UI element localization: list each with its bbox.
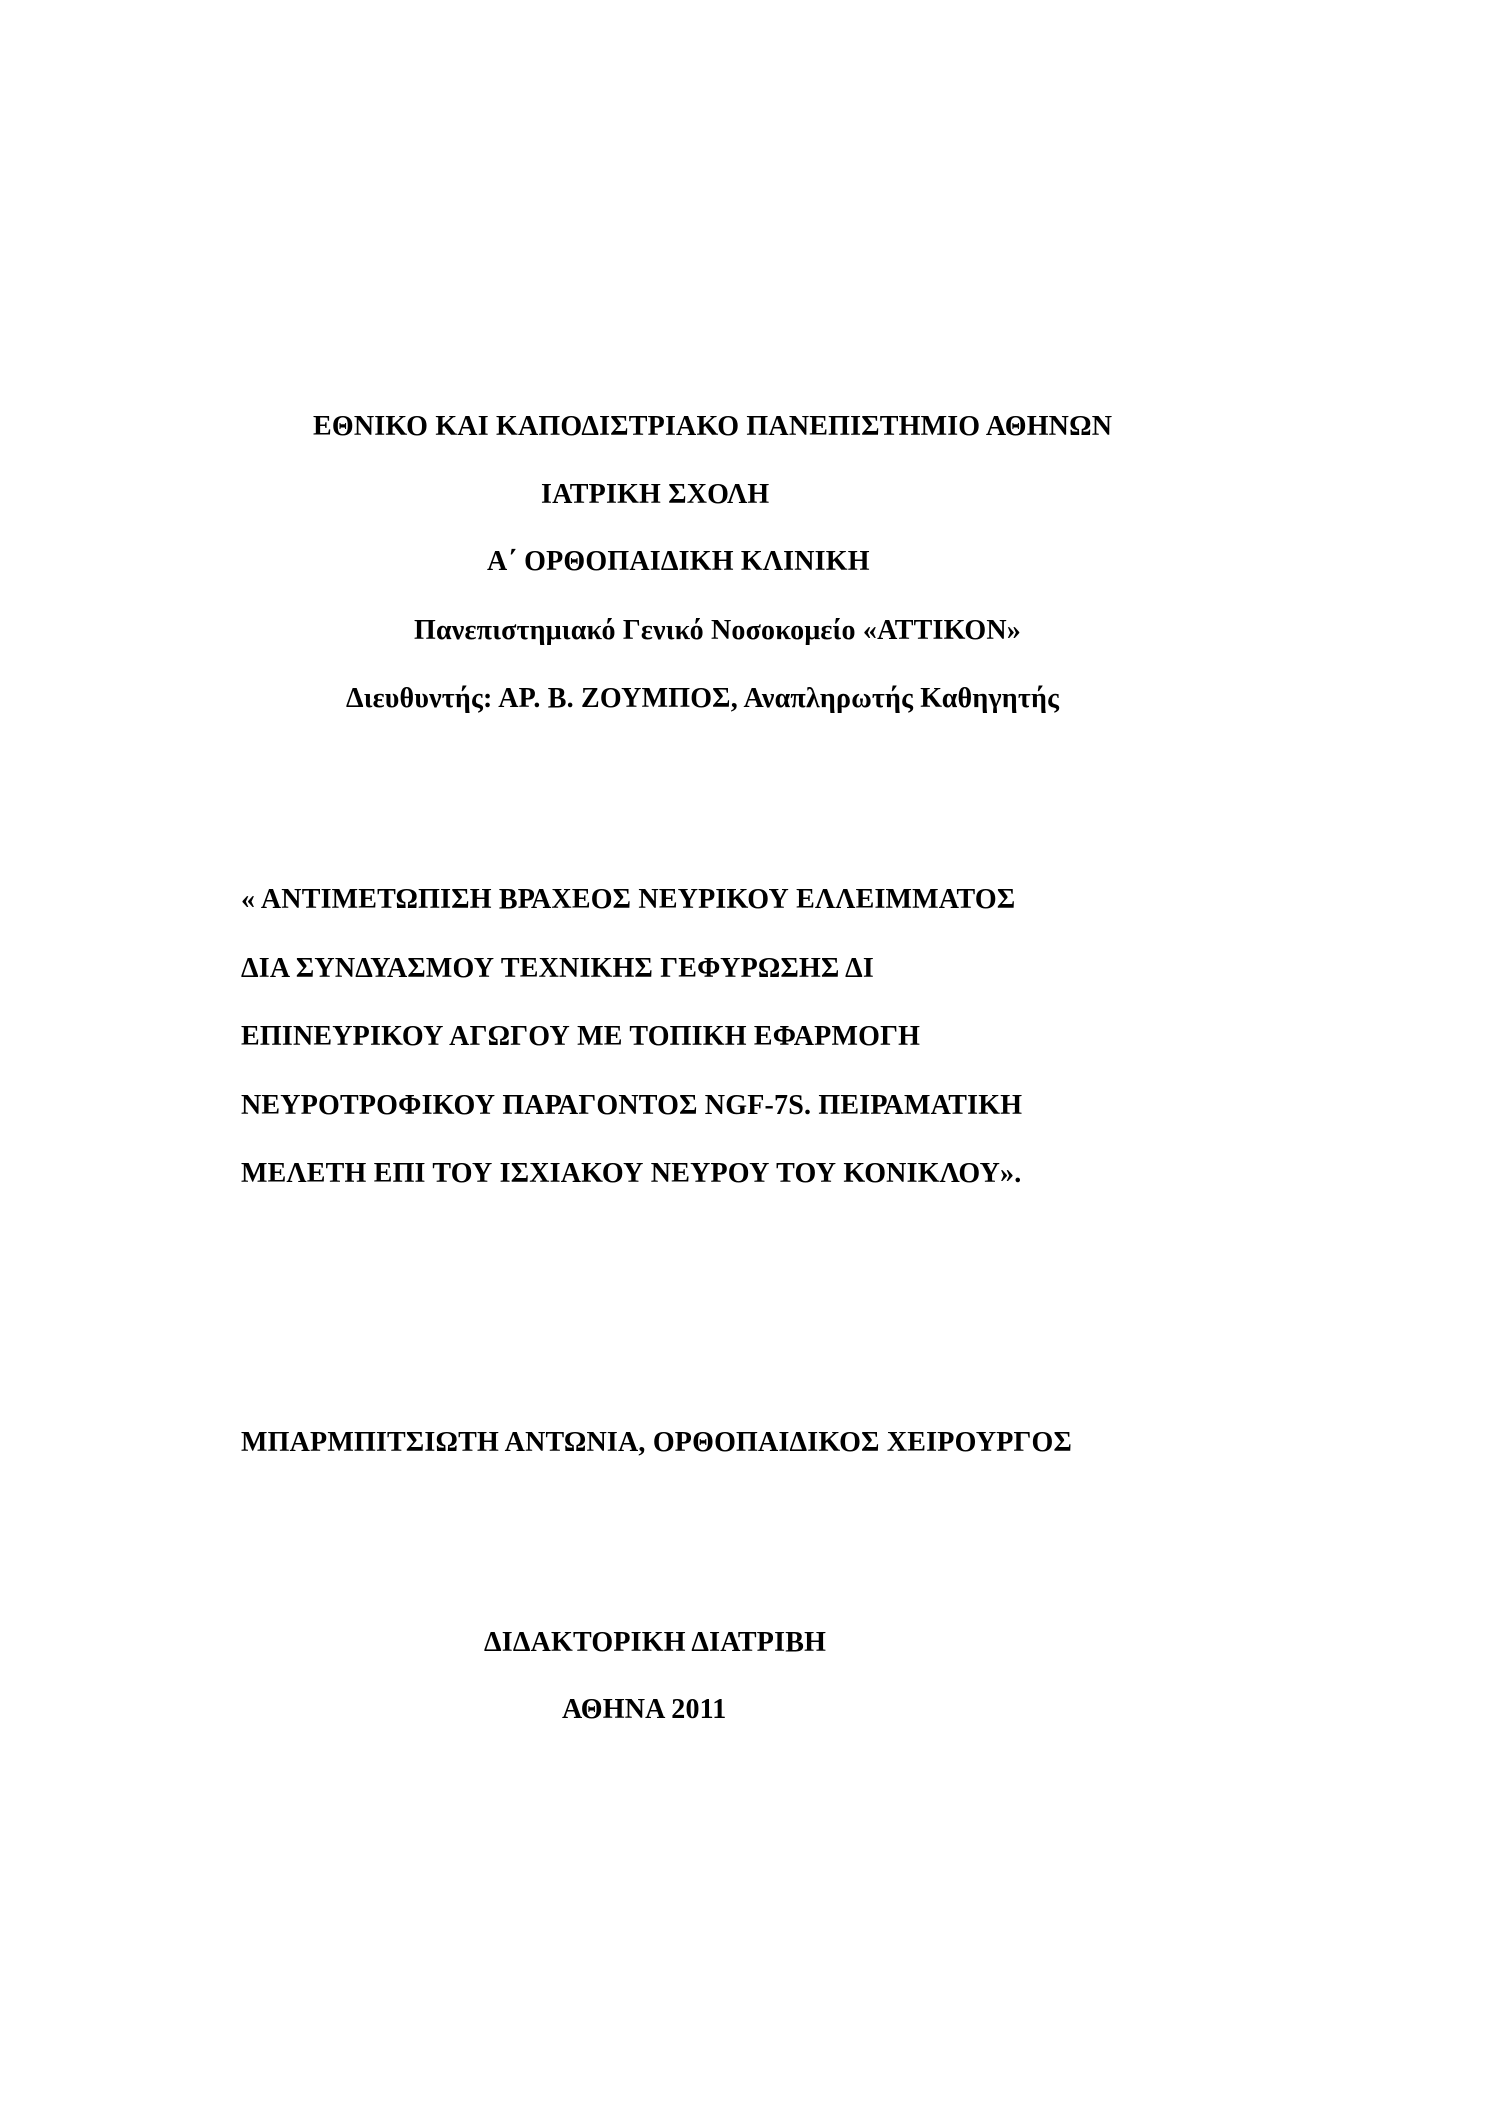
document-type: ΔΙΔΑΚΤΟΡΙΚΗ ΔΙΑΤΡΙΒΗ [484, 1627, 827, 1658]
thesis-title-line-2: ΔΙΑ ΣΥΝΔΥΑΣΜΟΥ ΤΕΧΝΙΚΗΣ ΓΕΦΥΡΩΣΗΣ ΔΙ [241, 953, 875, 984]
hospital-name: Πανεπιστημιακό Γενικό Νοσοκομείο «ΑΤΤΙΚΟΝ» [414, 615, 1021, 646]
school-name: ΙΑΤΡΙΚΗ ΣΧΟΛΗ [541, 479, 770, 510]
clinic-name: Α΄ ΟΡΘΟΠΑΙΔΙΚΗ ΚΛΙΝΙΚΗ [487, 546, 870, 577]
director-line: Διευθυντής: ΑΡ. Β. ΖΟΥΜΠΟΣ, Αναπληρωτής Καθηγητής [346, 683, 1060, 714]
thesis-title-line-3: ΕΠΙΝΕΥΡΙΚΟΥ ΑΓΩΓΟΥ ΜΕ ΤΟΠΙΚΗ ΕΦΑΡΜΟΓΗ [241, 1021, 921, 1052]
thesis-title-line-1: « ΑΝΤΙΜΕΤΩΠΙΣΗ ΒΡΑΧΕΟΣ ΝΕΥΡΙΚΟΥ ΕΛΛΕΙΜΜΑΤΟΣ [241, 884, 1016, 915]
author-line: ΜΠΑΡΜΠΙΤΣΙΩΤΗ ΑΝΤΩΝΙΑ, ΟΡΘΟΠΑΙΔΙΚΟΣ ΧΕΙΡΟΥΡΓΟΣ [241, 1427, 1073, 1458]
thesis-title-line-5: ΜΕΛΕΤΗ ΕΠΙ ΤΟΥ ΙΣΧΙΑΚΟΥ ΝΕΥΡΟΥ ΤΟΥ ΚΟΝΙΚΛΟΥ». [241, 1158, 1022, 1189]
thesis-title-line-4: ΝΕΥΡΟΤΡΟΦΙΚΟΥ ΠΑΡΑΓΟΝΤΟΣ NGF-7S. ΠΕΙΡΑΜΑΤΙΚΗ [241, 1090, 1023, 1121]
university-name: ΕΘΝΙΚΟ ΚΑΙ ΚΑΠΟΔΙΣΤΡΙΑΚΟ ΠΑΝΕΠΙΣΤΗΜΙΟ ΑΘΗΝΩΝ [313, 411, 1113, 442]
place-and-year: ΑΘΗΝΑ 2011 [562, 1694, 727, 1725]
